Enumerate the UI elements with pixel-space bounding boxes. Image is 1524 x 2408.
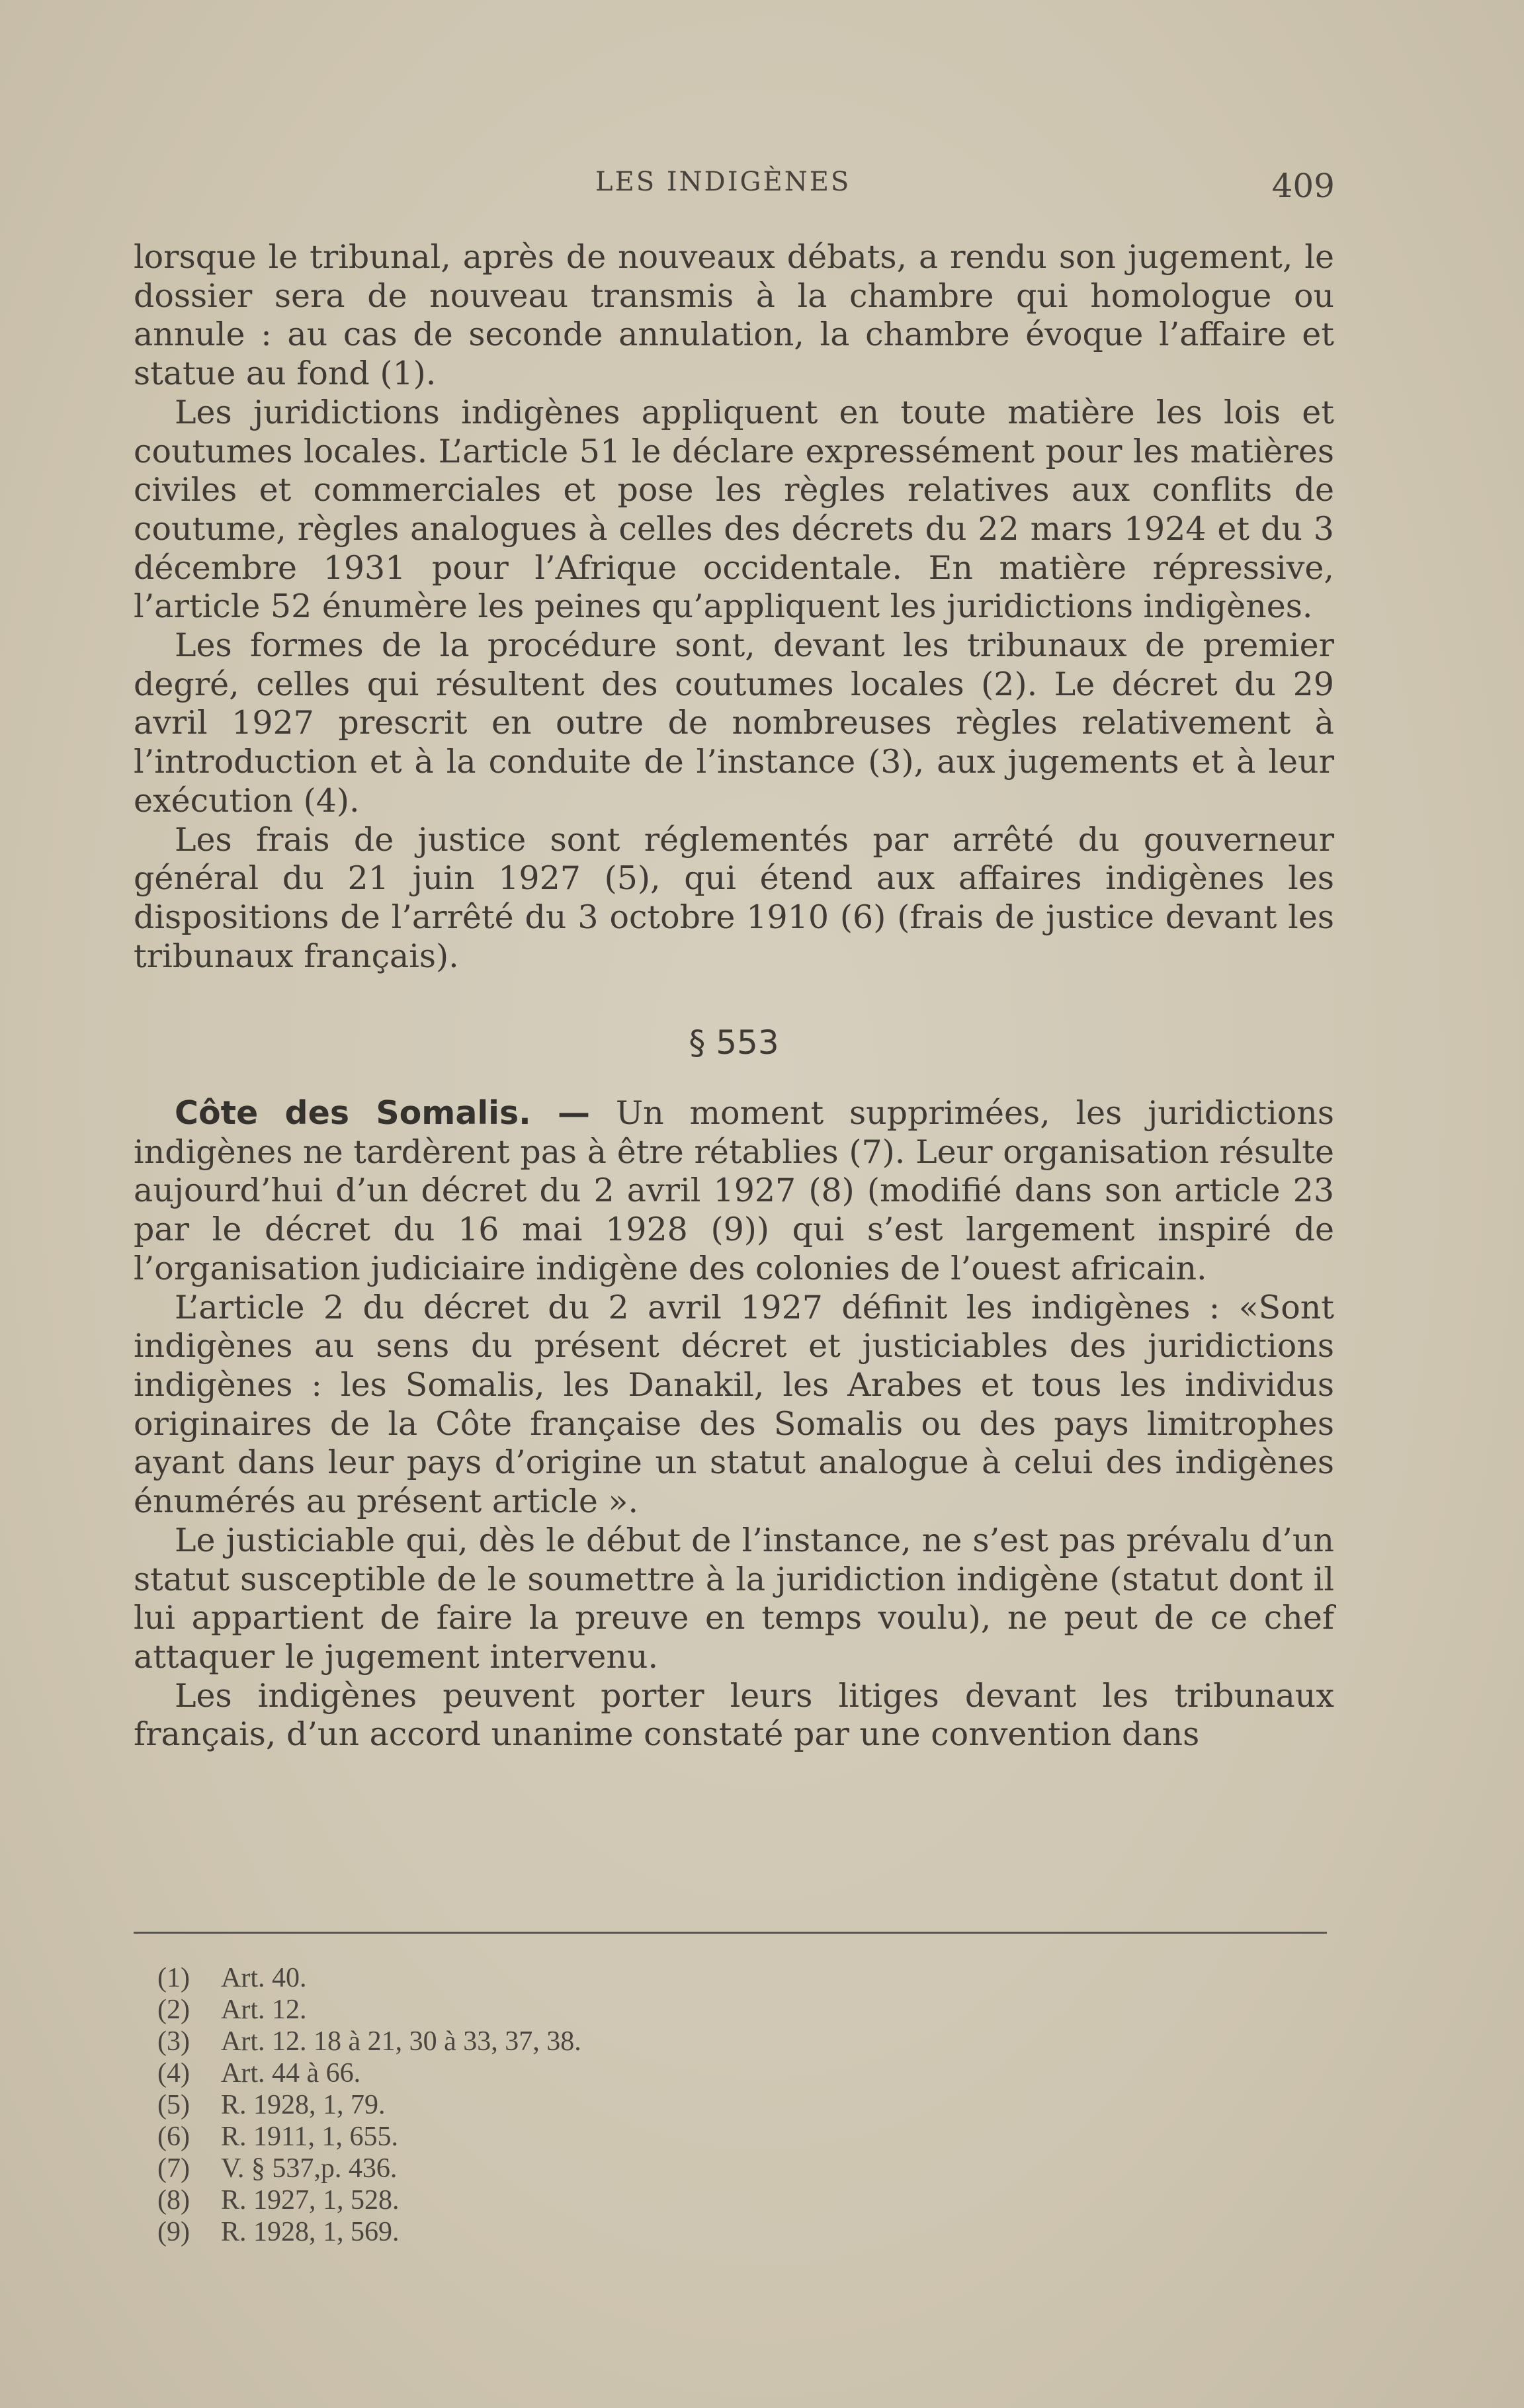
footnote-text: Art. 40.: [221, 1963, 307, 1993]
footnote-marker: (5): [157, 2090, 190, 2120]
footnote: [157, 2026, 581, 2057]
footnote-divider: [134, 1932, 1327, 1934]
footnote: [157, 2089, 581, 2121]
footnote: [157, 2216, 581, 2248]
paragraph: lorsque le tribunal, après de nouveaux débats, a rendu son jugement, le dossier sera de nouveau transmis à la chambre qui homologue ou annule : au cas de seconde annulation, la chambre évoque l’affaire et statue au fond (1).: [134, 238, 1334, 393]
footnote: [157, 2057, 581, 2089]
footnote: [157, 2153, 581, 2184]
footnotes: [157, 1962, 581, 2248]
body-text: [134, 238, 1334, 1754]
paragraph: Les indigènes peuvent porter leurs litiges devant les tribunaux français, d’un accord unanime constaté par une convention dans: [134, 1676, 1334, 1754]
running-title: LES INDIGÈNES: [595, 167, 851, 197]
section-heading: § 553: [689, 1023, 779, 1062]
footnote-text: R. 1911, 1, 655.: [221, 2122, 398, 2152]
footnote-marker: (6): [157, 2122, 190, 2152]
footnote-text: R. 1927, 1, 528.: [221, 2185, 400, 2215]
paragraph: Le justiciable qui, dès le début de l’instance, ne s’est pas prévalu d’un statut susceptible de le soumettre à la juridiction indigène (statut dont il lui appartient de faire la preuve en temps voulu), ne peut de ce chef attaquer le jugement intervenu.: [134, 1521, 1334, 1676]
footnote-marker: (3): [157, 2026, 190, 2057]
footnote-text: Art. 44 à 66.: [221, 2058, 361, 2088]
footnote-marker: (8): [157, 2185, 190, 2215]
footnote-marker: (9): [157, 2217, 190, 2247]
footnote: [157, 1994, 581, 2026]
footnote-text: R. 1928, 1, 79.: [221, 2090, 386, 2120]
footnote: [157, 2184, 581, 2216]
footnote-marker: (2): [157, 1995, 190, 2025]
paragraph-text: Un moment supprimées, les juridictions indigènes ne tardèrent pas à être rétablies (7). Leur organisation résulte aujourd’hui d’un décret du 2 avril 1927 (8) (modifié dans son article 23 par le décret du 16 mai 1928 (9)) qui s’est largement inspiré de l’organisation judiciaire indigène des colonies de l’ouest africain.: [134, 1094, 1334, 1287]
paragraph: Les formes de la procédure sont, devant les tribunaux de premier degré, celles qui résultent des coutumes locales (2). Le décret du 29 avril 1927 prescrit en outre de nombreuses règles relativement à l’introduction et à la conduite de l’instance (3), aux jugements et à leur exécution (4).: [134, 626, 1334, 820]
paragraph-lead: Côte des Somalis. —: [175, 1094, 591, 1133]
footnote-marker: (1): [157, 1963, 190, 1993]
paragraph: Les frais de justice sont réglementés par arrêté du gouverneur général du 21 juin 1927 (5), qui étend aux affaires indigènes les dispositions de l’arrêté du 3 octobre 1910 (6) (frais de justice devant les tribunaux français).: [134, 820, 1334, 975]
paragraph: [134, 1094, 1334, 1289]
paragraph: L’article 2 du décret du 2 avril 1927 définit les indigènes : «Sont indigènes au sens du présent décret et justiciables des juridictions indigènes : les Somalis, les Danakil, les Arabes et tous les individus originaires de la Côte française des Somalis ou des pays limitrophes ayant dans leur pays d’origine un statut analogue à celui des indigènes énumérés au présent article ».: [134, 1288, 1334, 1521]
footnote-text: V. § 537,p. 436.: [221, 2153, 398, 2184]
footnote-text: Art. 12. 18 à 21, 30 à 33, 37, 38.: [221, 2026, 581, 2057]
page-number: 409: [1271, 167, 1335, 205]
footnote-marker: (7): [157, 2153, 190, 2184]
footnote-text: R. 1928, 1, 569.: [221, 2217, 400, 2247]
footnote: [157, 1962, 581, 1994]
page-header: [0, 167, 1524, 206]
paragraph: Les juridictions indigènes appliquent en toute matière les lois et coutumes locales. L’article 51 le déclare expressément pour les matières civiles et commerciales et pose les règles relatives aux conflits de coutume, règles analogues à celles des décrets du 22 mars 1924 et du 3 décembre 1931 pour l’Afrique occidentale. En matière répressive, l’article 52 énumère les peines qu’appliquent les juridictions indigènes.: [134, 393, 1334, 626]
footnote-text: Art. 12.: [221, 1995, 307, 2025]
footnote: [157, 2121, 581, 2153]
footnote-marker: (4): [157, 2058, 190, 2088]
